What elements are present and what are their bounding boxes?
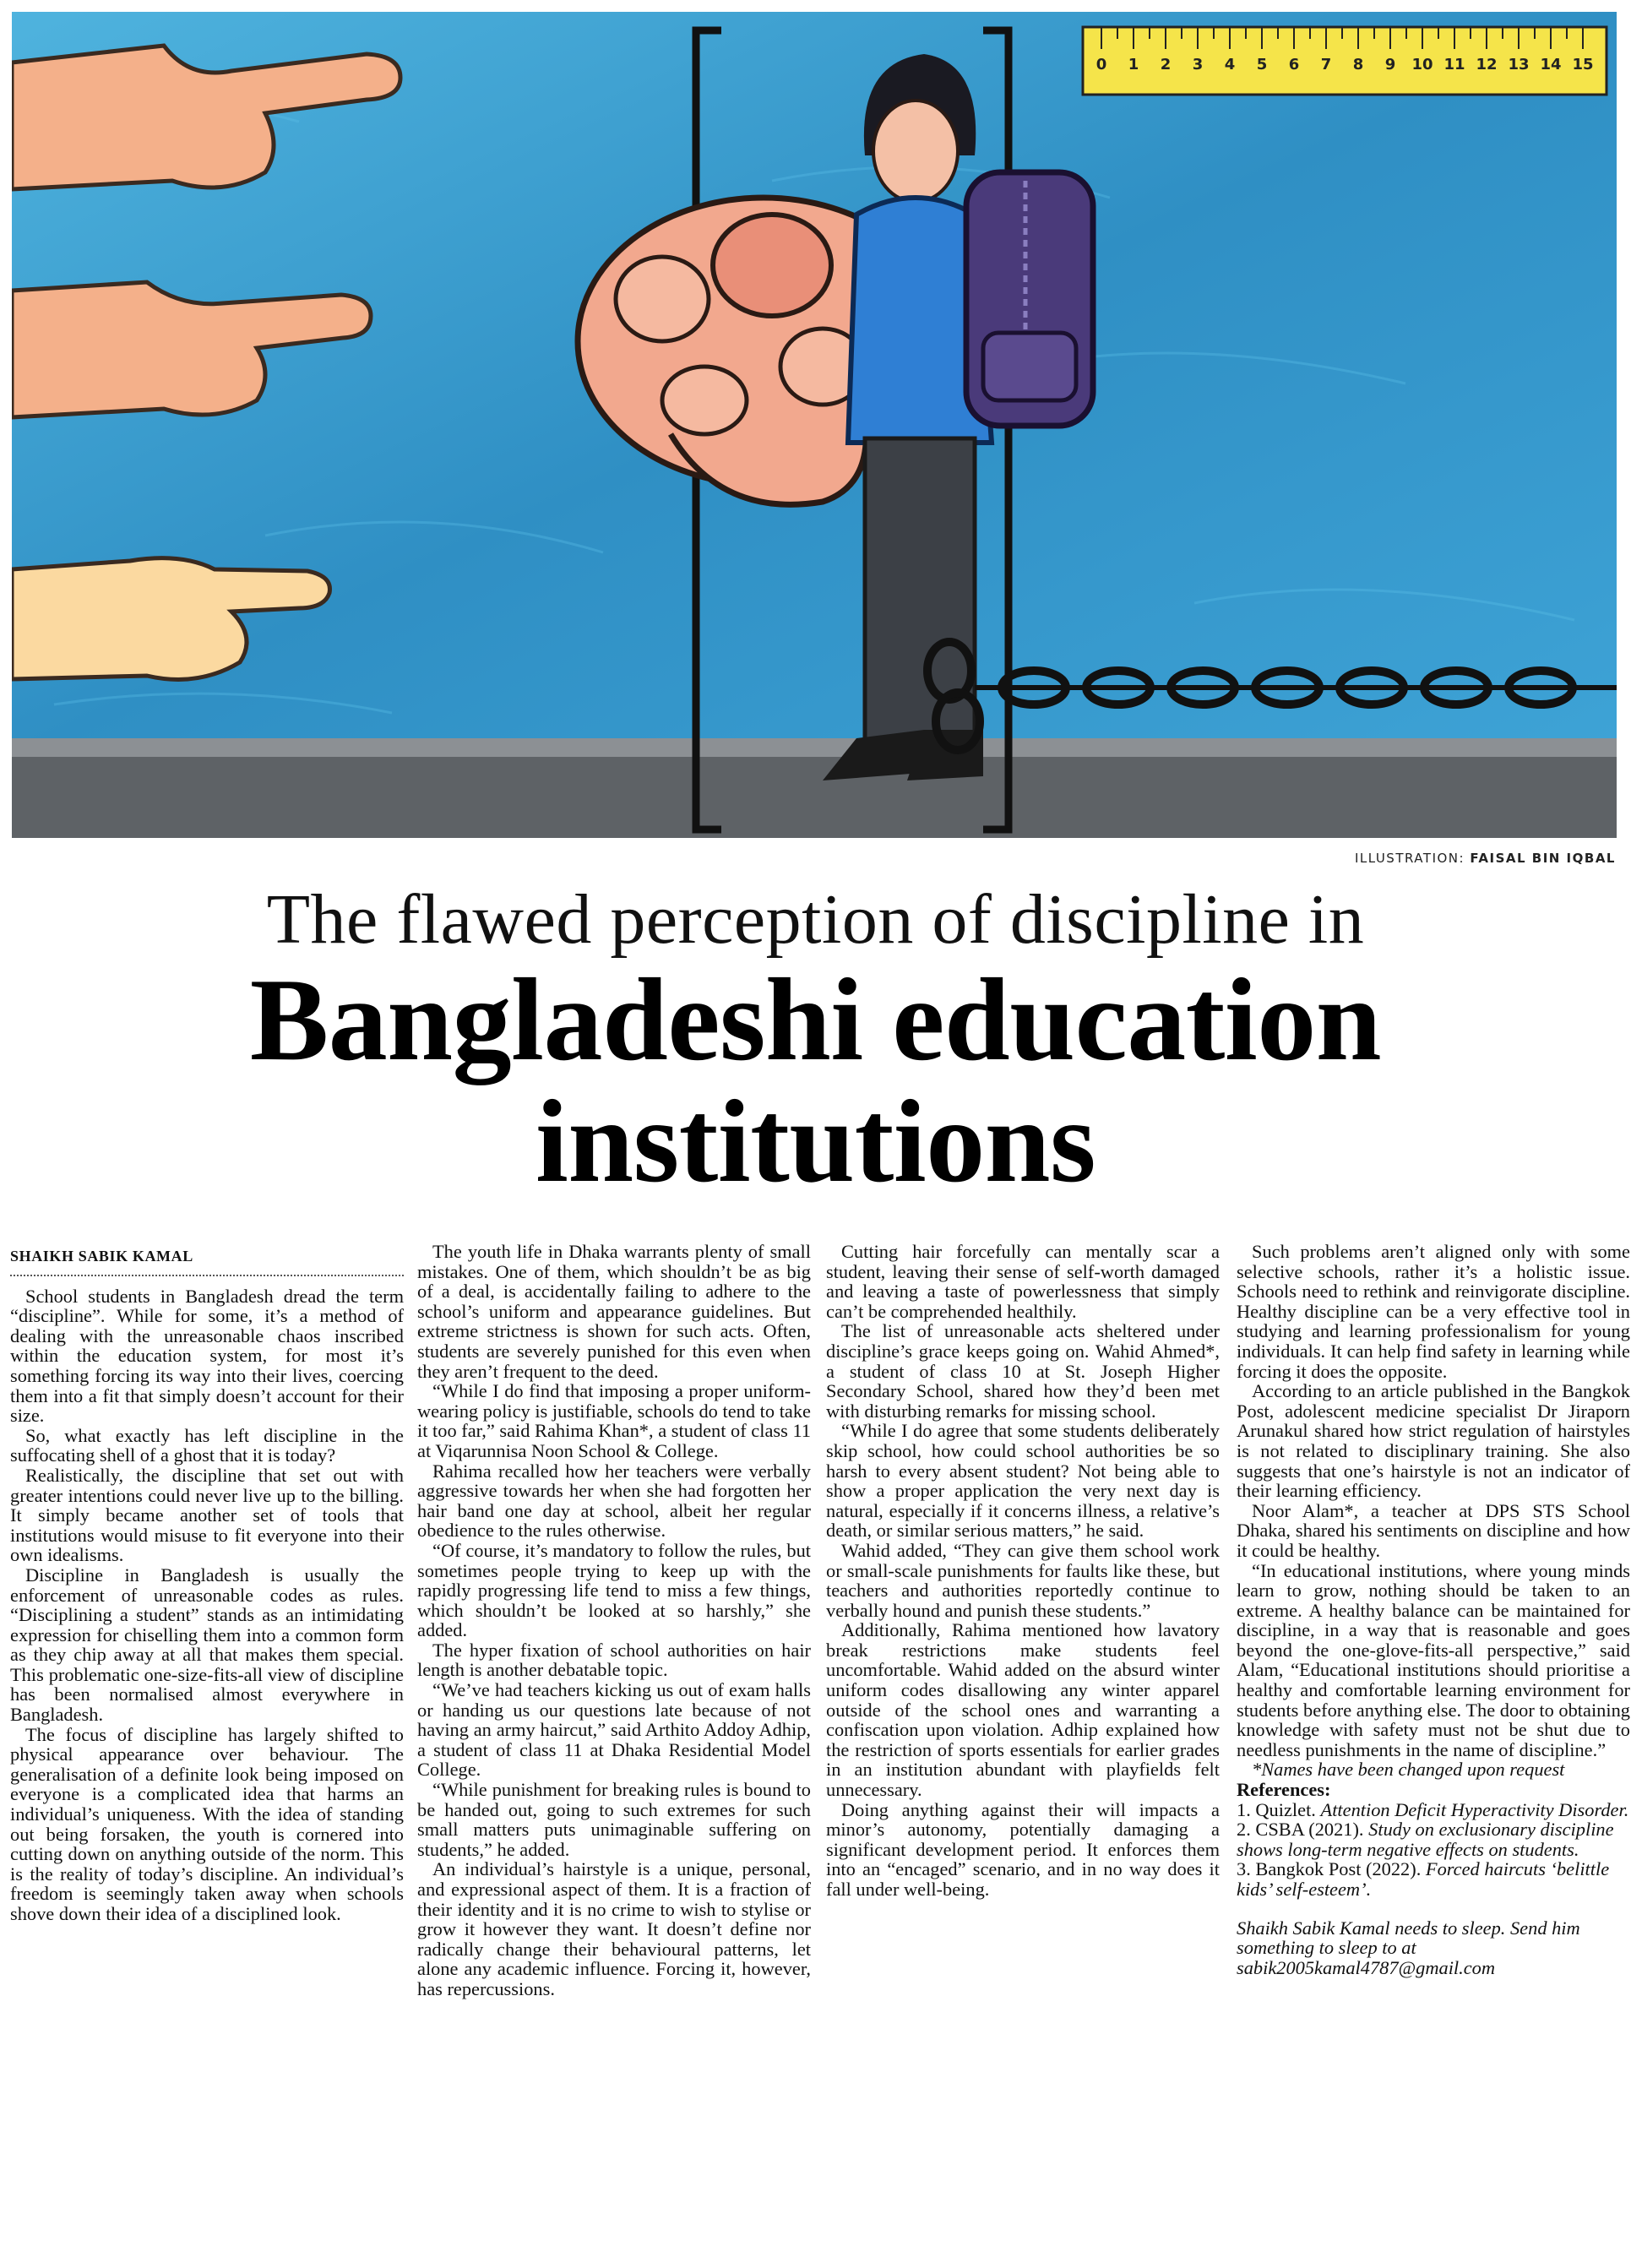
ruler-label: 15 <box>1572 56 1594 73</box>
paragraph: Noor Alam*, a teacher at DPS STS School Dhaka, shared his sentiments on discipline and how it could be healthy. <box>1237 1499 1630 1561</box>
headline-line-1: Bangladeshi education <box>249 955 1382 1085</box>
paragraph: Discipline in Bangladesh is usually the enforcement of unreasonable codes as rules. “Disciplining a student” stands as an intimidating expression for chiselling them into a common form as they chip away at all that makes them special. This problematic one-size-fits-all view of discipline has been normalised almost everywhere in Bangladesh. <box>10 1564 404 1726</box>
headline-kicker: The flawed perception of discipline in <box>266 880 1365 959</box>
ruler-label: 9 <box>1384 56 1396 73</box>
paragraph: “While punishment for breaking rules is bound to be handed out, going to such extremes for such small matters puts unimaginable suffering on students,” he added. <box>417 1779 811 1860</box>
paragraph: Wahid added, “They can give them school work or small-scale punishments for faults like these, but teachers and authorities reportedly continue to verbally hound and punish these students.” <box>826 1539 1220 1621</box>
author-tagline: Shaikh Sabik Kamal needs to sleep. Send him something to sleep to at sabik2005kamal4787@gmail.com <box>1237 1917 1580 1978</box>
reference-item <box>1237 1800 1630 1820</box>
paragraph: “While I do find that imposing a proper uniform-wearing policy is justifiable, schools do tend to take it too far,” said Rahima Khan*, a student of class 11 at Viqarunnisa Noon School & College. <box>417 1380 811 1461</box>
paragraph: The focus of discipline has largely shifted to physical appearance over behaviour. The generalisation of a definite look being imposed on everyone is a complicated idea that harms an individual’s uniqueness. With the idea of standing out being forsaken, the youth is cornered into cutting down on anything outside of the norm. This is the reality of today’s discipline. An individual’s freedom is seemingly taken away when schools shove down their idea of a disciplined look. <box>10 1723 404 1924</box>
illustration-credit <box>1355 851 1616 866</box>
reference-source: 3. Bangkok Post (2022). <box>1237 1858 1422 1880</box>
reference-title: Study on exclusionary discipline shows long-term negative effects on students. <box>1237 1819 1614 1860</box>
paragraph: Cutting hair forcefully can mentally scar a student, leaving their sense of self-worth damaged and leaving a taste of powerlessness that simply can’t be comprehended healthily. <box>826 1241 1220 1322</box>
reference-item <box>1237 1819 1630 1859</box>
ruler-label: 12 <box>1476 56 1498 73</box>
headline-line-2: institutions <box>535 1076 1096 1207</box>
ruler-label: 0 <box>1095 56 1107 73</box>
credit-label: ILLUSTRATION: <box>1354 851 1465 866</box>
paragraph: Rahima recalled how her teachers were verbally aggressive towards her when she had forgotten her hair band one day at school, albeit her regular obedience to the rules otherwise. <box>417 1460 811 1542</box>
reference-source: 1. Quizlet. <box>1237 1798 1316 1820</box>
paragraph: Additionally, Rahima mentioned how lavatory break restrictions make students feel uncomfortable. Wahid added on the absurd winter uniform codes disallowing any winter apparel outside of the school ones and warranting a confiscation upon violation. Adhip explained how the restriction of sports essentials for earlier grades in an institution abundant with playfields felt unnecessary. <box>826 1619 1220 1801</box>
paragraph: So, what exactly has left discipline in the suffocating shell of a ghost that it is today? <box>10 1424 404 1466</box>
paragraph: School students in Bangladesh dread the term “discipline”. While for some, it’s a method of dealing with the unreasonable chaos inscribed within the education system, for most it’s something forcing its way into their lives, coercing them into a fit that simply doesn’t account for their size. <box>10 1285 404 1427</box>
article-column-3 <box>826 1242 1220 1900</box>
paragraph: “While I do agree that some students deliberately skip school, how could school authorities be so harsh to every absent student? Not being able to show a proper application the very next day is natural, especially if it concerns illness, a relative’s death, or similar serious matters,” he said. <box>826 1420 1220 1542</box>
ruler-label: 1 <box>1128 56 1139 73</box>
ruler-label: 14 <box>1540 56 1562 73</box>
ruler-label: 8 <box>1352 56 1364 73</box>
paragraph: Such problems aren’t aligned only with some selective schools, rather it’s a holistic issue. Schools need to rethink and reinvigorate discipline. Healthy discipline can be a very effective tool in studying and learning professionalism for young individuals. It can help find safety in learning while forcing it does the opposite. <box>1237 1241 1630 1382</box>
article-column-2 <box>417 1242 811 1999</box>
names-changed-note: *Names have been changed upon request <box>1252 1759 1565 1781</box>
ruler-label: 5 <box>1256 56 1268 73</box>
reference-item <box>1237 1859 1630 1899</box>
paragraph: The hyper fixation of school authorities on hair length is another debatable topic. <box>417 1639 811 1681</box>
article-column-1 <box>10 1247 404 1924</box>
ruler-label: 3 <box>1192 56 1204 73</box>
ruler-label: 2 <box>1160 56 1172 73</box>
backpack <box>966 172 1093 426</box>
reference-title: Forced haircuts ‘belittle kids’ self-esteem’. <box>1237 1858 1610 1900</box>
headline <box>0 955 1631 1207</box>
article-illustration <box>12 12 1617 838</box>
paragraph: “Of course, it’s mandatory to follow the rules, but sometimes people trying to keep up with the rapidly progressing life tend to miss a few things, which shouldn’t be looked at so harshly,” she added. <box>417 1539 811 1641</box>
reference-source: 2. CSBA (2021). <box>1237 1819 1364 1841</box>
paragraph: Doing anything against their will impacts a minor’s autonomy, potentially damaging a significant development period. It enforces them into an “encaged” scenario, and in no way does it fall under well-being. <box>826 1798 1220 1900</box>
ruler-graphic <box>1083 27 1607 95</box>
ruler-label: 7 <box>1320 56 1332 73</box>
ruler-label: 11 <box>1443 56 1465 73</box>
paragraph: “In educational institutions, where young minds learn to grow, nothing should be taken to an extreme. A healthy balance can be maintained for discipline, in a way that is reasonable and goes beyond the one-glove-fits-all perspective,” said Alam, “Educational institutions should prioritise a healthy and comfortable learning environment for students before anything else. The door to obtaining knowledge with safety must not be shut due to needless punishments in the name of discipline.” <box>1237 1559 1630 1760</box>
illustration-art <box>12 12 1617 838</box>
ruler-label: 10 <box>1411 56 1433 73</box>
ruler-label: 6 <box>1288 56 1300 73</box>
paragraph: Realistically, the discipline that set out with greater intentions could never live up to the billing. It simply became another set of tools that institutions would misuse to fit everyone into their own idealisms. <box>10 1464 404 1566</box>
paragraph: The youth life in Dhaka warrants plenty of small mistakes. One of them, which shouldn’t be as big of a deal, is accidentally failing to adhere to the school’s uniform and appearance guidelines. But extreme strictness is shown for such acts. Often, students are severely punished for this even when they aren’t frequent to the deed. <box>417 1241 811 1382</box>
paragraph: An individual’s hairstyle is a unique, personal, and expressional aspect of them. It is a fraction of their identity and it is no crime to wish to stylise or grow it however they want. It doesn’t define nor radically change their behavioural patterns, let alone any academic influence. Forcing it, however, has repercussions. <box>417 1858 811 1999</box>
paragraph: “We’ve had teachers kicking us out of exam halls or handing us our questions late because of not having an army haircut,” said Arthito Addoy Adhip, a student of class 11 at Dhaka Residential Model College. <box>417 1679 811 1781</box>
paragraph: The list of unreasonable acts sheltered under discipline’s grace keeps going on. Wahid Ahmed*, a student of class 10 at St. Joseph Higher Secondary School, shared how they’d been met with disturbing remarks for missing school. <box>826 1320 1220 1422</box>
references-title: References: <box>1237 1779 1331 1801</box>
byline: SHAIKH SABIK KAMAL <box>10 1247 404 1276</box>
reference-title: Attention Deficit Hyperactivity Disorder. <box>1320 1798 1629 1820</box>
article-column-4 <box>1237 1242 1630 1977</box>
credit-name: FAISAL BIN IQBAL <box>1470 851 1616 866</box>
ruler-label: 13 <box>1508 56 1530 73</box>
paragraph: According to an article published in the Bangkok Post, adolescent medicine specialist Dr Jiraporn Arunakul shared how strict regulation of hairstyles is not related to disciplinary training. She also suggests that one’s hairstyle is not an indicator of their learning efficiency. <box>1237 1380 1630 1502</box>
ruler-label: 4 <box>1224 56 1236 73</box>
